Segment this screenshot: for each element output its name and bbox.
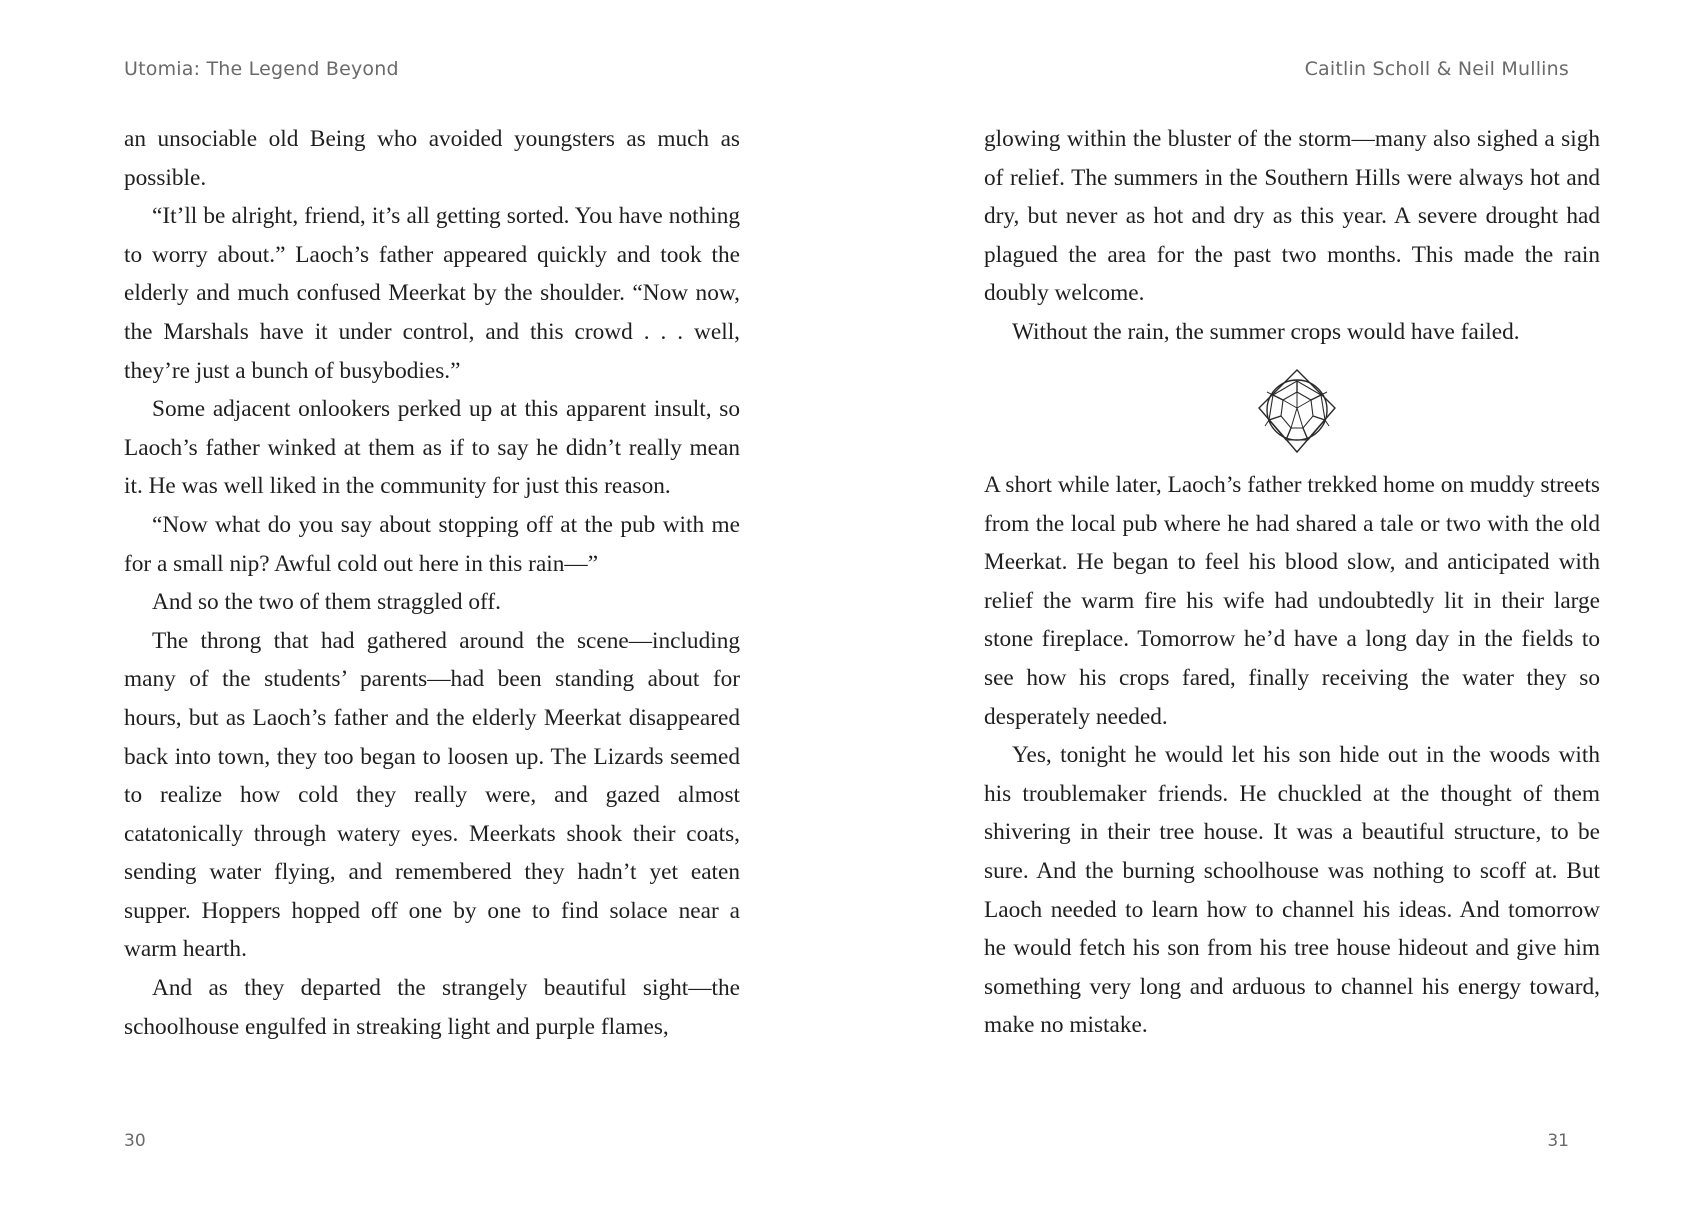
- paragraph: glowing within the bluster of the storm—many also sighed a sigh of relief. The summers in the Southern Hills were always hot and dry, but never as hot and dry as this year. A severe drought had plagued the area for the past two months. This made the rain doubly welcome.: [984, 126, 1600, 307]
- page-number: 30: [124, 1131, 146, 1151]
- paragraph: Without the rain, the summer crops would have failed.: [1012, 318, 1520, 345]
- paragraph: The throng that had gathered around the scene—including many of the students’ parents—had been standing about for hours, but as Laoch’s father and the elderly Meerkat disappeared back into town, they too began to loosen up. The Lizards seemed to realize how cold they really were, and gazed almost catatonically through watery eyes. Meerkats shook their coats, sending water flying, and remembered they hadn’t yet eaten supper. Hoppers hopped off one by one to find solace near a warm hearth.: [124, 627, 740, 963]
- paragraph: And so the two of them straggled off.: [152, 589, 501, 616]
- right-page-body-top: [984, 120, 1600, 352]
- paragraph: A short while later, Laoch’s father trekked home on muddy streets from the local pub where he had shared a tale or two with the old Meerkat. He began to feel his blood slow, and anticipated with relief the warm fire his wife had undoubtedly lit in their large stone fireplace. Tomorrow he’d have a long day in the fields to see how his crops fared, finally receiving the water they so desperately needed.: [984, 472, 1600, 730]
- right-page-body-bottom: [984, 466, 1600, 1045]
- left-page-body: [124, 120, 740, 1046]
- right-page: [850, 0, 1700, 1214]
- page-number: 31: [1547, 1131, 1569, 1151]
- paragraph: an unsociable old Being who avoided youngsters as much as possible.: [124, 126, 740, 191]
- paragraph: And as they departed the strangely beautiful sight—the schoolhouse engulfed in streaking light and purple flames,: [124, 975, 740, 1040]
- polyhedron-ornament-icon: [1255, 368, 1339, 454]
- running-head-authors: Caitlin Scholl & Neil Mullins: [1304, 58, 1569, 80]
- paragraph: “It’ll be alright, friend, it’s all getting sorted. You have nothing to worry about.” Laoch’s father appeared quickly and took the elderly and much confused Meerkat by the shoulder. “Now now, the Marshals have it under control, and this crowd . . . well, they’re just a bunch of busybodies.”: [124, 203, 740, 384]
- paragraph: Some adjacent onlookers perked up at this apparent insult, so Laoch’s father winked at them as if to say he didn’t really mean it. He was well liked in the community for just this reason.: [124, 396, 740, 500]
- running-head-title: Utomia: The Legend Beyond: [124, 58, 399, 80]
- paragraph: Yes, tonight he would let his son hide out in the woods with his troublemaker friends. He chuckled at the thought of them shivering in their tree house. It was a beautiful structure, to be sure. And the burning schoolhouse was nothing to scoff at. But Laoch needed to learn how to channel his ideas. And tomorrow he would fetch his son from his tree house hideout and give him something very long and arduous to channel his energy toward, make no mistake.: [984, 742, 1600, 1039]
- paragraph: “Now what do you say about stopping off at the pub with me for a small nip? Awful cold out here in this rain—”: [124, 511, 740, 577]
